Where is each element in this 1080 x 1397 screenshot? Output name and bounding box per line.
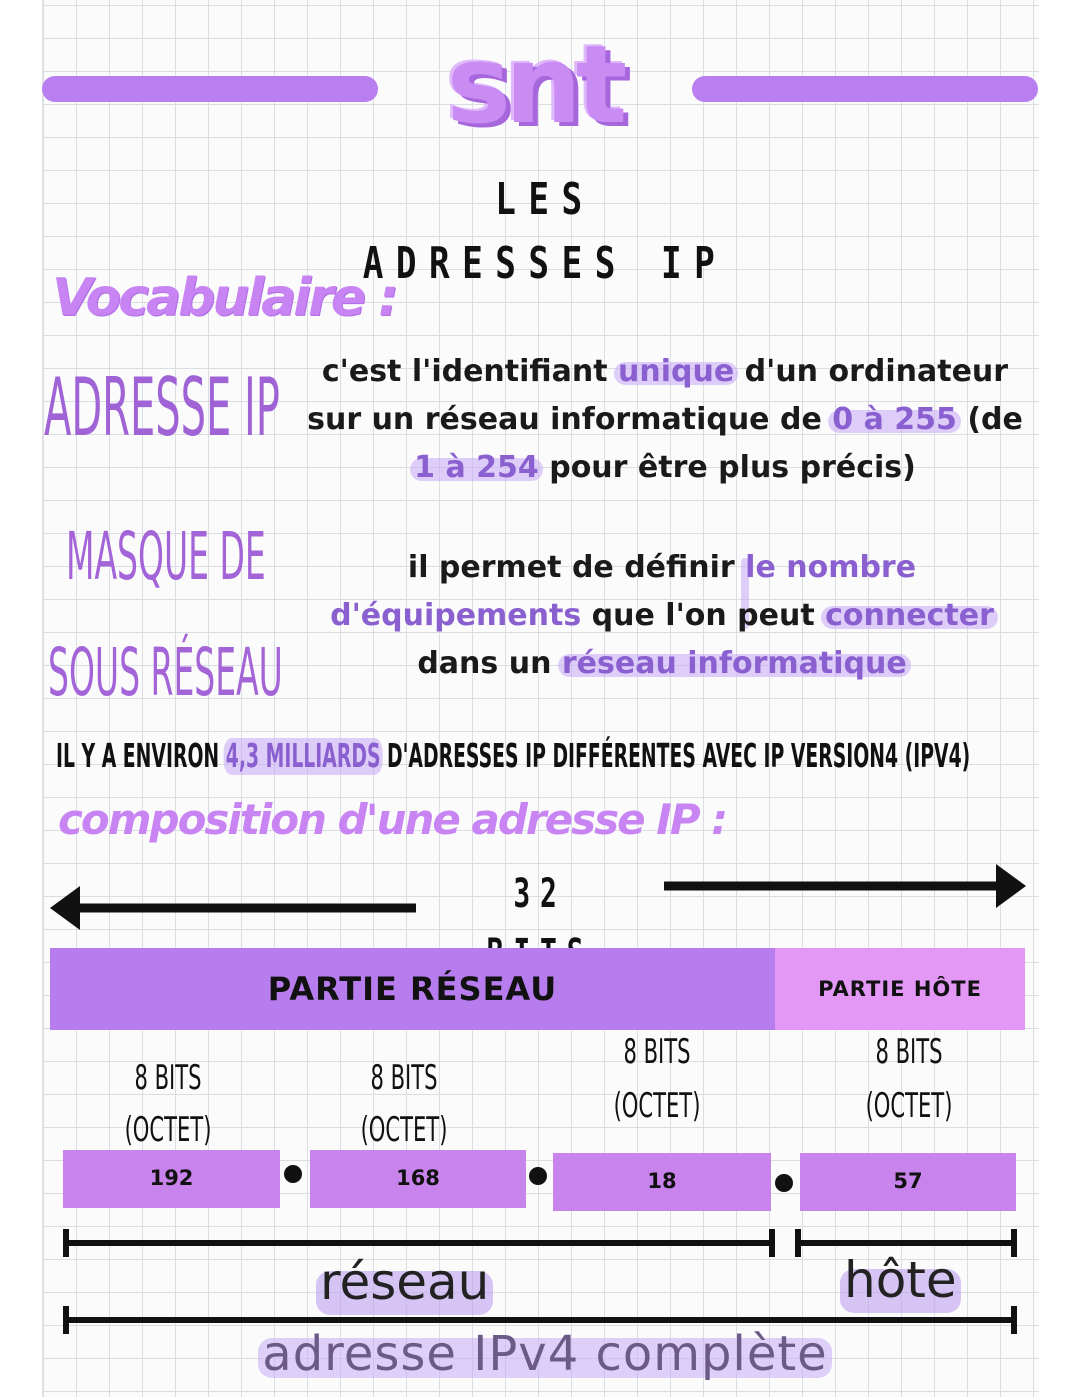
- octet-4-unit: (OCTET): [865, 1086, 953, 1126]
- page-title: LES ADRESSES IP: [362, 174, 728, 289]
- subnet-mask-definition: [312, 544, 1012, 688]
- right-arrow-icon: [664, 864, 1026, 908]
- composition-heading: composition d'une adresse IP :: [58, 795, 727, 844]
- highlight-network: réseau informatique: [561, 646, 907, 681]
- def-text: c'est l'identifiant: [321, 354, 619, 389]
- octet-2-unit: (OCTET): [360, 1110, 448, 1150]
- def-text: que l'on peut: [581, 598, 826, 633]
- total-bits-label: 32: [513, 871, 567, 917]
- def-text: (de: [956, 402, 1023, 437]
- ip-address-term: ADRESSE IP: [44, 361, 280, 454]
- network-part-band: PARTIE RÉSEAU: [50, 948, 775, 1030]
- highlight-connect: connecter: [825, 598, 994, 633]
- octet-3-box: 18: [553, 1153, 771, 1211]
- highlight-range: 0 à 255: [832, 402, 957, 437]
- octet-4-box: 57: [800, 1153, 1016, 1211]
- def-text: il permet de définir: [407, 550, 746, 585]
- host-part-band: PARTIE HÔTE: [775, 948, 1025, 1030]
- octet-1-box: 192: [63, 1150, 280, 1208]
- subnet-mask-term-line2: SOUS RÉSEAU: [48, 634, 283, 711]
- full-address-label-text: adresse IPv4 complète: [262, 1326, 828, 1382]
- separator-dot-icon: [284, 1165, 302, 1183]
- def-text: pour être plus précis): [538, 450, 916, 485]
- octet-1-unit: (OCTET): [124, 1110, 212, 1150]
- octet-4-bits: 8 BITS: [875, 1032, 943, 1072]
- ip-address-definition: [300, 348, 1030, 492]
- left-arrow-icon: [50, 886, 416, 930]
- fact-text: D'ADRESSES IP DIFFÉRENTES AVEC IP VERSION4 (IPV4): [380, 736, 971, 775]
- full-address-label: [240, 1322, 850, 1386]
- octet-1-bits: 8 BITS: [134, 1058, 202, 1098]
- highlight-device-count: le nombre d'équipements: [330, 550, 917, 633]
- highlight-billions: 4,3 MILLIARDS: [225, 736, 381, 775]
- vocabulary-heading: Vocabulaire :: [52, 268, 396, 328]
- highlight-unique: unique: [618, 354, 735, 389]
- def-text: d'un ordinateur sur un réseau informatique de: [307, 354, 1009, 437]
- snt-logo: snt: [446, 23, 622, 148]
- host-label-text: hôte: [844, 1251, 957, 1309]
- network-label: [320, 1252, 489, 1312]
- octet-3-bits: 8 BITS: [623, 1032, 691, 1072]
- highlight-precise-range: 1 à 254: [414, 450, 539, 485]
- subnet-mask-term-line1: MASQUE DE: [66, 518, 266, 595]
- separator-dot-icon: [775, 1174, 793, 1192]
- def-text: dans un: [417, 646, 562, 681]
- separator-dot-icon: [529, 1167, 547, 1185]
- octet-3-unit: (OCTET): [613, 1086, 701, 1126]
- octet-2-bits: 8 BITS: [370, 1058, 438, 1098]
- network-label-text: réseau: [320, 1253, 490, 1311]
- octet-2-box: 168: [310, 1150, 526, 1208]
- fact-text: IL Y A ENVIRON: [56, 736, 226, 775]
- host-label: [844, 1250, 957, 1310]
